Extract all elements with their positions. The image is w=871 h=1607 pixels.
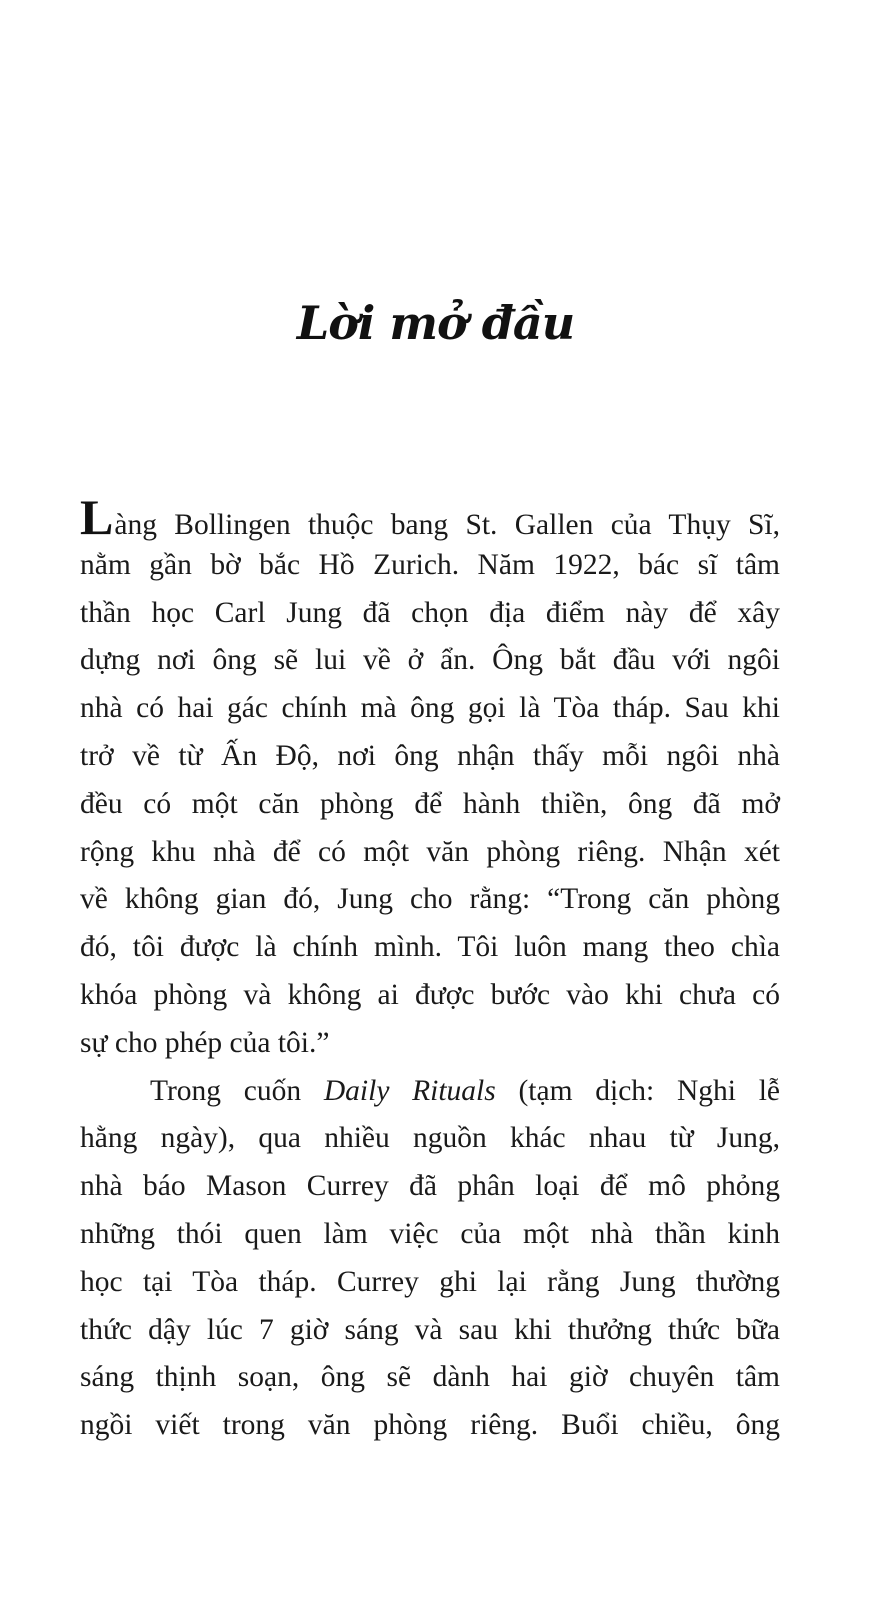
paragraph-line: [80, 1068, 780, 1116]
text-run: (tạm dịch: Nghi lễ: [495, 1074, 780, 1107]
paragraph-line: đều có một căn phòng để hành thiền, ông đã mở: [80, 787, 780, 820]
paragraph-line: dựng nơi ông sẽ lui về ở ẩn. Ông bắt đầu với ngôi: [80, 644, 780, 677]
paragraph-line: trở về từ Ấn Độ, nơi ông nhận thấy mỗi ngôi nhà: [80, 739, 780, 772]
paragraph-line: đó, tôi được là chính mình. Tôi luôn mang theo chìa: [80, 931, 780, 964]
paragraph-line: rộng khu nhà để có một văn phòng riêng. Nhận xét: [80, 835, 780, 868]
paragraph-1: [80, 489, 780, 1068]
first-line-text: àng Bollingen thuộc bang St. Gallen của Thụy Sĩ,: [114, 509, 780, 541]
paragraph-2: [80, 1068, 780, 1450]
text-run: Trong cuốn: [150, 1074, 324, 1107]
paragraph-line: [80, 489, 780, 545]
paragraph-line: nằm gần bờ bắc Hồ Zurich. Năm 1922, bác sĩ tâm: [80, 548, 780, 581]
paragraph-line: những thói quen làm việc của một nhà thần kinh: [80, 1217, 780, 1250]
paragraph-line: hằng ngày), qua nhiều nguồn khác nhau từ Jung,: [80, 1122, 780, 1155]
paragraph-line: sáng thịnh soạn, ông sẽ dành hai giờ chuyên tâm: [80, 1361, 780, 1394]
paragraph-line: thần học Carl Jung đã chọn địa điểm này để xây: [80, 596, 780, 629]
paragraph-line: sự cho phép của tôi.”: [80, 1026, 330, 1059]
paragraph-line: nhà có hai gác chính mà ông gọi là Tòa tháp. Sau khi: [80, 692, 780, 725]
book-title-italic: Daily Rituals: [323, 1074, 496, 1107]
paragraph-line: nhà báo Mason Currey đã phân loại để mô phỏng: [80, 1170, 780, 1203]
body-text: [80, 489, 780, 1450]
paragraph-line: về không gian đó, Jung cho rằng: “Trong căn phòng: [80, 883, 780, 916]
paragraph-line: khóa phòng và không ai được bước vào khi chưa có: [80, 978, 780, 1011]
paragraph-line: học tại Tòa tháp. Currey ghi lại rằng Jung thường: [80, 1265, 780, 1298]
paragraph-line: ngồi viết trong văn phòng riêng. Buổi chiều, ông: [80, 1409, 780, 1442]
drop-cap: L: [80, 489, 114, 545]
chapter-title: Lời mở đầu: [296, 296, 575, 350]
paragraph-line: thức dậy lúc 7 giờ sáng và sau khi thưởng thức bữa: [80, 1313, 780, 1346]
